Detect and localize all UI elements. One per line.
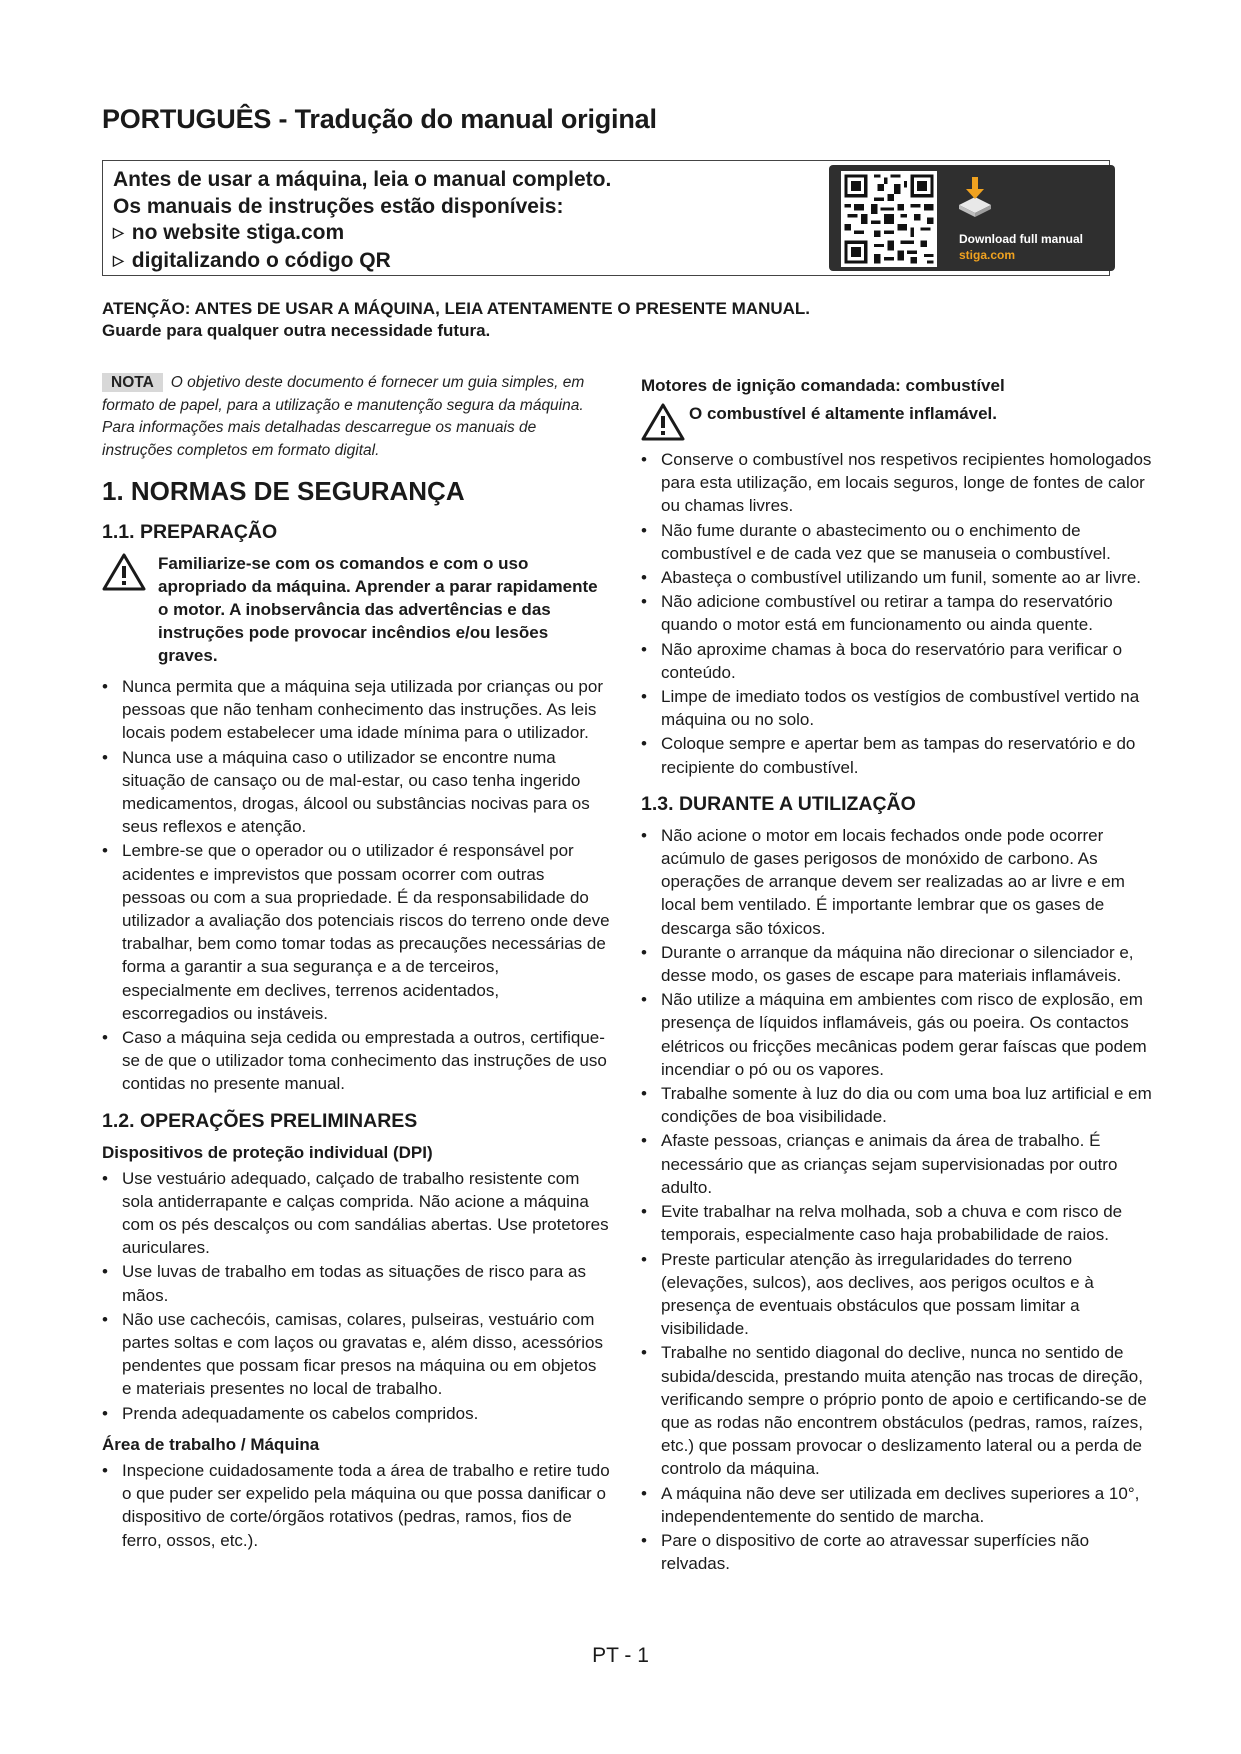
list-item: • Inspecione cuidadosamente toda a área de trabalho e retire tudo o que puder ser expelido pela máquina ou que possa danificar o dispositivo de corte/órgãos rotativos (pedras, ramos, fios de ferro, ossos, etc.). xyxy=(102,1459,610,1552)
preparation-list xyxy=(102,675,610,1096)
intro-line-3: ▷ no website stiga.com xyxy=(113,221,345,244)
qr-download-panel[interactable] xyxy=(829,165,1115,271)
download-url[interactable]: stiga.com xyxy=(959,248,1016,262)
intro-box xyxy=(102,160,1110,276)
work-area-list xyxy=(102,1459,610,1552)
dpi-list xyxy=(102,1167,610,1425)
dpi-title: Dispositivos de proteção individual (DPI) xyxy=(102,1142,433,1162)
during-use-list xyxy=(641,824,1161,1576)
list-item: • Afaste pessoas, crianças e animais da área de trabalho. É necessário que as crianças sejam supervisionadas por outro adulto. xyxy=(641,1129,1161,1199)
right-column xyxy=(641,376,1161,1581)
attention-notice xyxy=(102,298,810,342)
fuel-title: Motores de ignição comandada: combustível xyxy=(641,376,1005,395)
left-column xyxy=(102,372,610,1558)
fuel-warning xyxy=(641,400,1161,440)
download-text[interactable] xyxy=(959,231,1083,263)
download-icon[interactable] xyxy=(955,175,995,219)
list-item: • Não acione o motor em locais fechados onde pode ocorrer acúmulo de gases perigosos de monóxido de carbono. As operações de arranque devem ser realizadas ao ar livre e em local bem ventilado. É importante lembrar que os gases de descarga são tóxicos. xyxy=(641,824,1161,940)
fuel-list xyxy=(641,448,1161,779)
note-text-2: Para informações mais detalhadas descarregue os manuais de instruções completos em formato digital. xyxy=(102,419,537,459)
warning-triangle-icon xyxy=(102,552,146,592)
fuel-warning-text: O combustível é altamente inflamável. xyxy=(689,404,998,423)
list-item: • A máquina não deve ser utilizada em declives superiores a 10°, independentemente do sentido de marcha. xyxy=(641,1482,1161,1528)
work-area-title: Área de trabalho / Máquina xyxy=(102,1434,320,1454)
list-item: • Use luvas de trabalho em todas as situações de risco para as mãos. xyxy=(102,1260,610,1306)
list-item: • Abasteça o combustível utilizando um funil, somente ao ar livre. xyxy=(641,566,1161,589)
warning-triangle-icon xyxy=(641,402,685,442)
qr-code-icon[interactable] xyxy=(841,171,937,267)
list-item: • Não adicione combustível ou retirar a tampa do reservatório quando o motor está em funcionamento ou ainda quente. xyxy=(641,590,1161,636)
page-title: PORTUGUÊS - Tradução do manual original xyxy=(102,104,657,134)
list-item: • Conserve o combustível nos respetivos recipientes homologados para esta utilização, em locais seguros, longe de fontes de calor ou chamas livres. xyxy=(641,448,1161,518)
list-item: • Não utilize a máquina em ambientes com risco de explosão, em presença de líquidos inflamáveis, gás ou poeira. Os contactos elétricos ou fricções mecânicas podem gerar faíscas que podem incendiar o pó ou os vapores. xyxy=(641,988,1161,1081)
list-item: • Não use cachecóis, camisas, colares, pulseiras, vestuário com partes soltas e com laços ou gravatas e, além disso, acessórios pendentes que possam ficar presos na máquina ou em objetos e materiais presentes no local de trabalho. xyxy=(102,1308,610,1401)
list-item: • Trabalhe no sentido diagonal do declive, nunca no sentido de subida/descida, prestando muita atenção nas trocas de direção, verificando sempre o próprio ponto de apoio e certificando-se de que as rodas não encontrem obstáculos (pedras, ramos, raízes, etc.) que possam provocar o deslizamento lateral ou a perda de controlo da máquina. xyxy=(641,1341,1161,1480)
list-item: • Pare o dispositivo de corte ao atravessar superfícies não relvadas. xyxy=(641,1529,1161,1575)
list-item: • Nunca permita que a máquina seja utilizada por crianças ou por pessoas que não tenham conhecimento das instruções. As leis locais podem estabelecer uma idade mínima para o utilizador. xyxy=(102,675,610,745)
triangle-bullet-icon: ▷ xyxy=(113,251,124,268)
subsection-title-during-use: 1.3. DURANTE A UTILIZAÇÃO xyxy=(641,792,916,815)
list-item: • Trabalhe somente à luz do dia ou com uma boa luz artificial e em condições de boa visibilidade. xyxy=(641,1082,1161,1128)
preparation-warning xyxy=(102,552,610,667)
list-item: • Coloque sempre e apertar bem as tampas do reservatório e do recipiente do combustível. xyxy=(641,732,1161,778)
triangle-bullet-icon: ▷ xyxy=(113,224,124,240)
subsection-title-preliminary: 1.2. OPERAÇÕES PRELIMINARES xyxy=(102,1109,418,1132)
list-item: • Caso a máquina seja cedida ou emprestada a outros, certifique-se de que o utilizador toma conhecimento das instruções de uso contidas no presente manual. xyxy=(102,1026,610,1096)
note-badge: NOTA xyxy=(102,373,163,392)
section-title-safety: 1. NORMAS DE SEGURANÇA xyxy=(102,476,465,506)
note-text-1: O objetivo deste documento é fornecer um guia simples, em formato de papel, para a utilização e manutenção segura da máquina. xyxy=(102,374,585,414)
list-item: • Use vestuário adequado, calçado de trabalho resistente com sola antiderrapante e calças comprida. Não acione a máquina com os pés descalços ou com sandálias abertas. Use protetores auriculares. xyxy=(102,1167,610,1260)
attention-line-2: Guarde para qualquer outra necessidade futura. xyxy=(102,321,491,340)
intro-lines xyxy=(113,167,611,275)
intro-line-4: ▷ digitalizando o código QR xyxy=(113,248,391,272)
note-block xyxy=(102,372,610,462)
page-number: PT - 1 xyxy=(592,1644,649,1667)
list-item: • Não aproxime chamas à boca do reservatório para verificar o conteúdo. xyxy=(641,638,1161,684)
list-item: • Limpe de imediato todos os vestígios de combustível vertido na máquina ou no solo. xyxy=(641,685,1161,731)
list-item: • Evite trabalhar na relva molhada, sob a chuva e com risco de temporais, especialmente caso haja probabilidade de raios. xyxy=(641,1200,1161,1246)
preparation-warning-text: Familiarize-se com os comandos e com o uso apropriado da máquina. Aprender a parar rapidamente o motor. A inobservância das advertências e das instruções pode provocar incêndios e/ou lesões graves. xyxy=(158,554,598,665)
list-item: • Nunca use a máquina caso o utilizador se encontre numa situação de cansaço ou de mal-estar, ou caso tenha ingerido medicamentos, drogas, álcool ou substâncias nocivas para os seus reflexos e atenção. xyxy=(102,746,610,839)
intro-line-1: Antes de usar a máquina, leia o manual completo. xyxy=(113,168,612,191)
list-item: • Não fume durante o abastecimento ou o enchimento de combustível e de cada vez que se manuseia o combustível. xyxy=(641,519,1161,565)
attention-line-1: ATENÇÃO: ANTES DE USAR A MÁQUINA, LEIA ATENTAMENTE O PRESENTE MANUAL. xyxy=(102,299,811,318)
intro-line-2: Os manuais de instruções estão disponíveis: xyxy=(113,194,564,218)
list-item: • Prenda adequadamente os cabelos compridos. xyxy=(102,1402,610,1425)
list-item: • Preste particular atenção às irregularidades do terreno (elevações, sulcos), aos declives, aos perigos ocultos e à presença de eventuais obstáculos que possam limitar a visibilidade. xyxy=(641,1248,1161,1341)
download-label[interactable]: Download full manual xyxy=(959,232,1084,246)
subsection-title-preparation: 1.1. PREPARAÇÃO xyxy=(102,521,278,543)
list-item: • Lembre-se que o operador ou o utilizador é responsável por acidentes e imprevistos que possam ocorrer com outras pessoas ou com a sua propriedade. É da responsabilidade do utilizador a avaliação dos potenciais riscos do terreno onde deve trabalhar, bem como tomar todas as precauções necessárias de forma a garantir a sua segurança e a de terceiros, especialmente em declives, terrenos acidentados, escorregadios ou instáveis. xyxy=(102,839,610,1025)
list-item: • Durante o arranque da máquina não direcionar o silenciador e, desse modo, os gases de escape para materiais inflamáveis. xyxy=(641,941,1161,987)
